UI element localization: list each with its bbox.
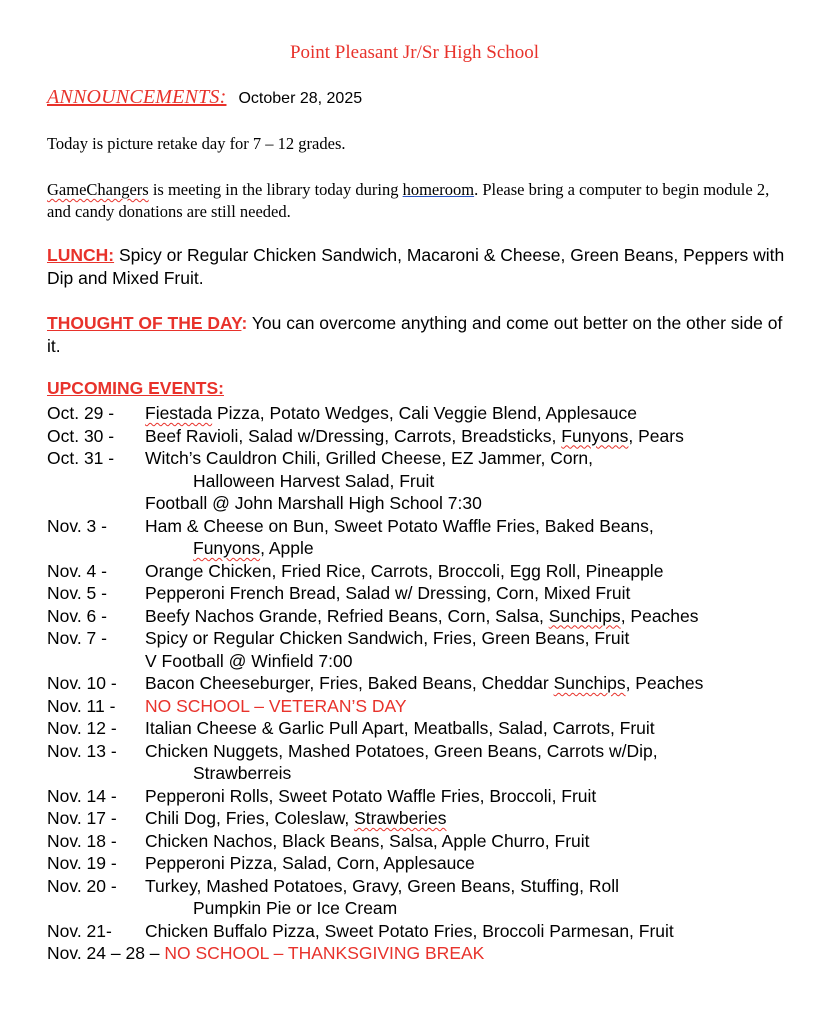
event-text-part: Strawberreis	[193, 763, 292, 783]
event-menu	[145, 740, 658, 763]
event-date: Nov. 19 -	[47, 853, 117, 873]
event-text-part: NO SCHOOL – VETERAN’S DAY	[145, 695, 407, 716]
event-row	[0, 650, 829, 673]
event-date: Nov. 17 -	[47, 808, 117, 828]
event-menu-continued	[193, 470, 434, 493]
event-text-part: Pizza, Potato Wedges, Cali Veggie Blend, Applesauce	[212, 403, 637, 423]
event-text-part: Chicken Nuggets, Mashed Potatoes, Green Beans, Carrots w/Dip,	[145, 740, 658, 761]
event-text-part: , Apple	[260, 538, 314, 558]
announcements-line	[47, 86, 362, 109]
announcement-gamechangers	[47, 179, 777, 223]
event-menu-continued	[193, 537, 314, 560]
event-sports: V Football @ Winfield 7:00	[145, 650, 353, 671]
event-row	[0, 762, 829, 785]
event-text-part: Italian Cheese & Garlic Pull Apart, Meatballs, Salad, Carrots, Fruit	[145, 718, 655, 738]
event-text-part: Orange Chicken, Fried Rice, Carrots, Broccoli, Egg Roll, Pineapple	[145, 560, 664, 581]
event-row	[0, 875, 829, 898]
event-date: Nov. 10 -	[47, 673, 117, 693]
event-date: Nov. 20 -	[47, 875, 117, 896]
thought-text: You can overcome anything and come out better on the other side of it.	[47, 313, 783, 356]
event-date: Oct. 29 -	[47, 403, 115, 423]
flagged-word: Sunchips	[553, 673, 626, 693]
upcoming-events-heading: UPCOMING EVENTS:	[47, 378, 224, 398]
event-row	[0, 717, 829, 740]
homeroom-link[interactable]: homeroom	[402, 180, 475, 199]
event-menu	[145, 852, 475, 875]
event-row	[0, 627, 829, 650]
event-date: Nov. 12 -	[47, 718, 117, 738]
event-menu-continued	[193, 762, 291, 785]
event-text-part: Chicken Nachos, Black Beans, Salsa, Apple Churro, Fruit	[145, 830, 590, 851]
event-menu	[145, 717, 655, 740]
event-row	[0, 740, 829, 763]
lunch-text: Spicy or Regular Chicken Sandwich, Macaroni & Cheese, Green Beans, Peppers with Dip and Mixed Fruit.	[47, 245, 785, 288]
event-menu	[145, 875, 619, 898]
event-row	[0, 785, 829, 808]
event-date: Nov. 14 -	[47, 785, 117, 806]
event-date: Nov. 3 -	[47, 515, 107, 536]
event-text-part: , Pears	[628, 425, 684, 446]
event-row	[0, 672, 829, 695]
event-row	[0, 582, 829, 605]
event-row	[0, 920, 829, 943]
flagged-word: Sunchips	[548, 605, 621, 626]
event-menu	[145, 582, 630, 605]
event-text-part: , Peaches	[620, 605, 699, 626]
event-text-part: NO SCHOOL – THANKSGIVING BREAK	[164, 943, 485, 963]
event-row	[0, 402, 829, 425]
event-menu-continued	[193, 897, 397, 920]
event-menu	[145, 830, 590, 853]
event-menu	[145, 402, 637, 425]
event-date: Nov. 6 -	[47, 605, 107, 626]
event-menu	[145, 560, 663, 583]
lunch-section	[47, 244, 787, 289]
event-menu	[145, 920, 674, 943]
event-date: Nov. 4 -	[47, 560, 107, 581]
event-row	[0, 897, 829, 920]
event-date: Nov. 5 -	[47, 583, 107, 603]
event-text-part: Bacon Cheeseburger, Fries, Baked Beans, Cheddar	[145, 673, 554, 693]
event-date: Oct. 31 -	[47, 448, 115, 468]
event-date: Nov. 21-	[47, 920, 112, 941]
event-text-part: Chili Dog, Fries, Coleslaw,	[145, 808, 355, 828]
event-row	[0, 492, 829, 515]
event-row	[0, 942, 829, 965]
event-text-part: Chicken Buffalo Pizza, Sweet Potato Fries, Broccoli Parmesan, Fruit	[145, 920, 674, 941]
thought-section	[47, 312, 787, 357]
event-row	[0, 470, 829, 493]
event-row	[0, 447, 829, 470]
event-text-part: Spicy or Regular Chicken Sandwich, Fries, Green Beans, Fruit	[145, 628, 630, 648]
event-text-part: , Peaches	[625, 673, 704, 693]
flagged-word: Fiestada	[145, 403, 213, 423]
event-text-part: Pepperoni Pizza, Salad, Corn, Applesauce	[145, 853, 475, 873]
event-text-part: Turkey, Mashed Potatoes, Gravy, Green Beans, Stuffing, Roll	[145, 875, 620, 896]
event-no-school	[145, 695, 407, 718]
event-row	[0, 515, 829, 538]
announcement-picture-retake: Today is picture retake day for 7 – 12 grades.	[47, 134, 346, 153]
event-row	[0, 537, 829, 560]
event-date: Nov. 24 – 28 –	[47, 943, 160, 963]
event-menu	[145, 785, 596, 808]
event-text-part: Beef Ravioli, Salad w/Dressing, Carrots, Breadsticks,	[145, 425, 562, 446]
event-text-part: Pepperoni French Bread, Salad w/ Dressing, Corn, Mixed Fruit	[145, 583, 631, 603]
event-date: Oct. 30 -	[47, 425, 115, 446]
event-menu	[145, 605, 699, 628]
gamechangers-text-1: is meeting in the library today during	[148, 180, 403, 199]
event-row	[0, 852, 829, 875]
event-text-part: Pumpkin Pie or Ice Cream	[193, 898, 398, 918]
gamechangers-text-2: . Please bring a computer to begin module 2, and candy donations are still needed.	[47, 180, 770, 221]
event-date: Nov. 7 -	[47, 628, 107, 648]
event-row	[0, 830, 829, 853]
event-row	[0, 560, 829, 583]
announcements-heading: ANNOUNCEMENTS:	[47, 86, 227, 108]
event-date: Nov. 11 -	[47, 695, 116, 716]
flagged-word: Funyons	[561, 425, 629, 446]
event-date: Nov. 18 -	[47, 830, 117, 851]
event-no-school	[164, 942, 484, 965]
event-menu	[145, 515, 654, 538]
flagged-word: Strawberies	[354, 808, 447, 828]
event-text-part: Beefy Nachos Grande, Refried Beans, Corn, Salsa,	[145, 605, 549, 626]
event-text-part: Ham & Cheese on Bun, Sweet Potato Waffle Fries, Baked Beans,	[145, 515, 654, 536]
gamechangers-word: GameChangers	[47, 180, 149, 199]
event-text-part: Witch’s Cauldron Chili, Grilled Cheese, EZ Jammer, Corn,	[145, 448, 594, 468]
event-menu	[145, 627, 629, 650]
lunch-label: LUNCH:	[47, 245, 115, 265]
event-menu	[145, 447, 593, 470]
event-row	[0, 695, 829, 718]
event-menu	[145, 425, 684, 448]
event-sports: Football @ John Marshall High School 7:30	[145, 493, 482, 513]
event-text-part: Pepperoni Rolls, Sweet Potato Waffle Fries, Broccoli, Fruit	[145, 785, 597, 806]
event-text-part: Halloween Harvest Salad, Fruit	[193, 470, 435, 491]
event-row	[0, 605, 829, 628]
flagged-word: Funyons	[193, 538, 261, 558]
event-row	[0, 425, 829, 448]
thought-label: THOUGHT OF THE DAY	[47, 313, 242, 333]
event-date: Nov. 13 -	[47, 740, 117, 761]
event-row	[0, 807, 829, 830]
announcements-date: October 28, 2025	[238, 90, 363, 107]
thought-colon: :	[241, 313, 248, 333]
event-menu	[145, 672, 703, 695]
event-menu	[145, 807, 447, 830]
school-title: Point Pleasant Jr/Sr High School	[289, 42, 540, 63]
